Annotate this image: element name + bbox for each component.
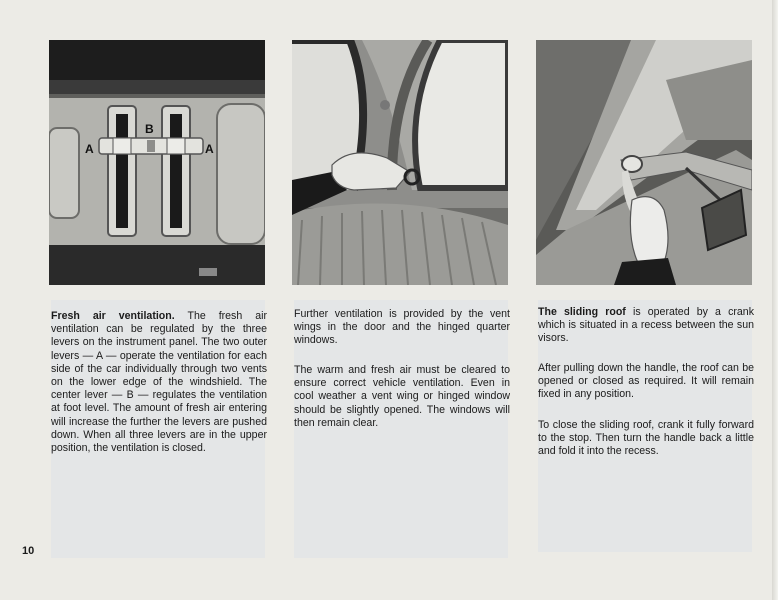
photo-sliding-roof-crank xyxy=(536,40,752,285)
photo-ventilation-levers xyxy=(49,40,265,285)
text-block xyxy=(294,300,508,558)
paragraph-lead: The sliding roof xyxy=(538,306,626,318)
label-b: B xyxy=(145,122,154,136)
paragraph-text: The fresh air ventilation can be regulated by the three levers on the instrument panel. The two outer levers — A — operate the ventilation for each side of the car individually through two vents on the lower edge of the windshield. The center lever — B — regulates the ventilation at foot level. The amount of fresh air entering will increase the further the levers are pushed down. When all three levers are in the upper position, the ventilation is closed. xyxy=(51,310,267,455)
page-edge xyxy=(772,0,778,600)
label-a-right: A xyxy=(205,142,214,156)
paragraph-text: is operated by a crank which is situated in a recess between the sun visors. xyxy=(538,306,754,345)
column-sliding-roof xyxy=(536,40,752,560)
column-vent-wings xyxy=(292,40,508,560)
paragraph: Further ventilation is provided by the vent wings in the door and the hinged quarter windows. xyxy=(294,308,510,347)
photo-vent-wing-window xyxy=(292,40,508,285)
column-fresh-air-ventilation xyxy=(49,40,265,560)
paragraph: The warm and fresh air must be cleared to ensure correct vehicle ventilation. Even in cool weather a vent wing or hinged window should be slightly opened. The windows will then remain clear. xyxy=(294,364,510,429)
text-block xyxy=(51,300,265,558)
page-number: 10 xyxy=(22,545,35,557)
paragraph-lead: Fresh air ventilation. xyxy=(51,310,175,322)
paragraph xyxy=(538,306,754,346)
label-a-left: A xyxy=(85,142,94,156)
paragraph xyxy=(51,310,267,455)
paragraph: After pulling down the handle, the roof can be opened or closed as required. It will remain fixed in any position. xyxy=(538,362,754,401)
paragraph: To close the sliding roof, crank it fully forward to the stop. Then turn the handle back a little and fold it into the recess. xyxy=(538,419,754,458)
text-block xyxy=(538,300,752,552)
